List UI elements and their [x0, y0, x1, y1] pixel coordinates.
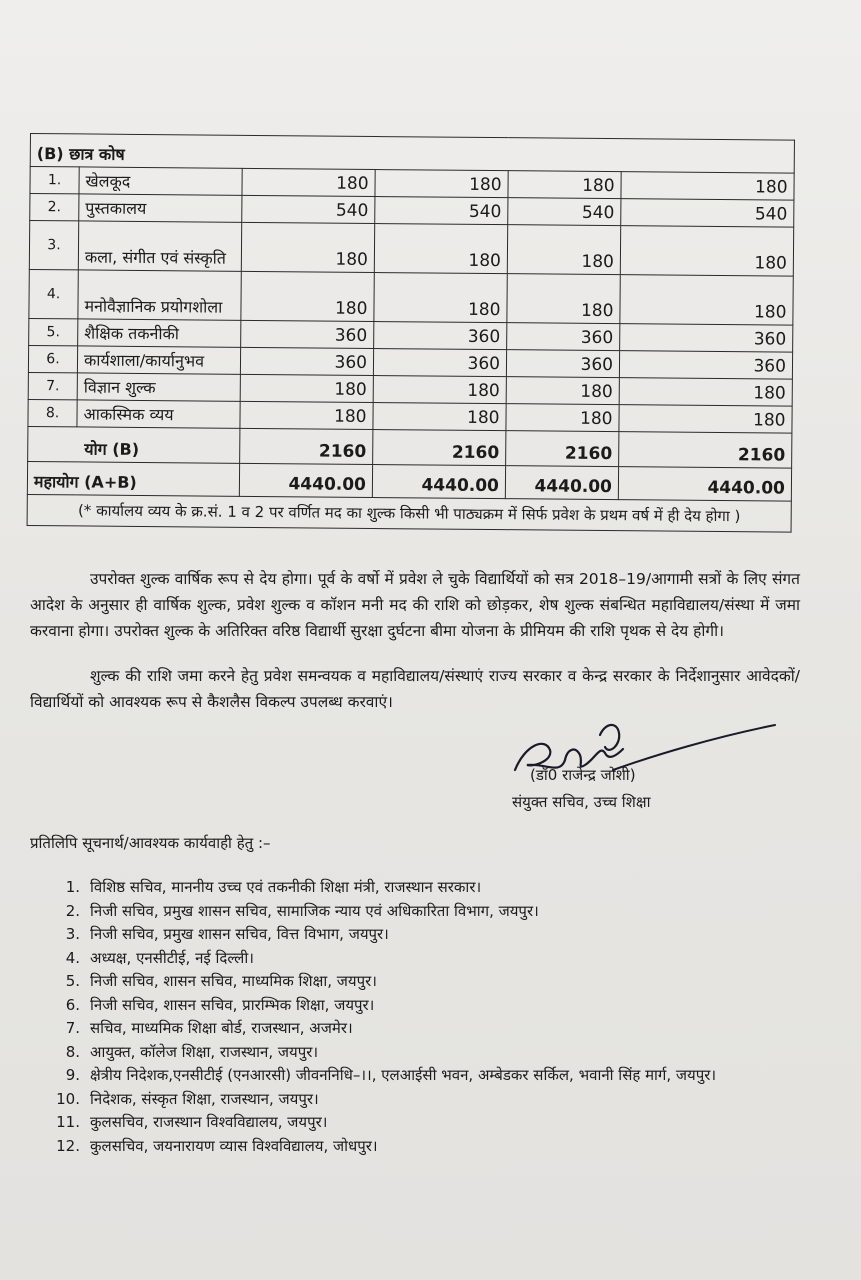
row-value-col4: 540 — [621, 199, 794, 228]
row-label: खेलकूद — [79, 167, 242, 195]
row-value-col4: 180 — [619, 405, 792, 434]
row-value-col4: 180 — [620, 226, 793, 277]
row-value-col4: 360 — [620, 324, 793, 353]
row-value-col3: 360 — [506, 350, 619, 378]
copy-to-item-text: सचिव, माध्यमिक शिक्षा बोर्ड, राजस्थान, अजमेर। — [90, 1019, 353, 1037]
row-serial: 4. — [29, 269, 78, 318]
grand-total-row-value-col3: 4440.00 — [505, 466, 618, 500]
total-b-row-label: योग (B) — [28, 426, 240, 463]
row-serial: 8. — [28, 399, 77, 426]
copy-to-item-number: 3. — [65, 925, 80, 943]
row-serial: 2. — [30, 194, 79, 221]
copy-to-item-number: 8. — [65, 1042, 80, 1061]
copy-to-item-text: विशिष्ठ सचिव, माननीय उच्च एवं तकनीकी शिक्षा मंत्री, राजस्थान सरकार। — [90, 878, 482, 896]
row-value-col4: 360 — [619, 351, 792, 380]
row-value-col4: 180 — [621, 172, 794, 201]
fee-table-section-b — [27, 133, 795, 533]
row-value-col2: 180 — [374, 224, 507, 274]
copy-to-item — [48, 947, 808, 971]
copy-to-item-number: 11. — [56, 1113, 80, 1131]
copy-to-item-number: 1. — [65, 878, 80, 896]
grand-total-row-value-col1: 4440.00 — [239, 463, 372, 497]
row-value-col3: 360 — [507, 323, 620, 351]
copy-to-item — [48, 970, 808, 994]
copy-to-item-text: क्षेत्रीय निदेशक,एनसीटीई (एनआरसी) जीवननिधि–।।, एलआईसी भवन, अम्बेडकर सर्किल, भवानी सिंह मार्ग, जयपुर। — [90, 1066, 717, 1084]
copy-to-item — [48, 900, 808, 924]
total-b-row-value-col4: 2160 — [619, 432, 792, 469]
copy-to-item — [48, 1111, 808, 1135]
row-value-col3: 180 — [507, 274, 620, 324]
copy-to-item — [48, 1064, 808, 1088]
section-b-heading: (B) छात्र कोष — [30, 134, 794, 174]
signatory-name: (डॉ0 राजेन्द्र जोशी) — [530, 766, 636, 784]
copy-to-item-text: कुलसचिव, जयनारायण व्यास विश्वविद्यालय, जोधपुर। — [90, 1136, 378, 1155]
copy-to-item-text: आयुक्त, कॉलेज शिक्षा, राजस्थान, जयपुर। — [90, 1042, 319, 1061]
copy-to-item-text: निदेशक, संस्कृत शिक्षा, राजस्थान, जयपुर। — [90, 1089, 319, 1108]
copy-to-item — [48, 1135, 808, 1159]
copy-to-item-text: निजी सचिव, शासन सचिव, माध्यमिक शिक्षा, जयपुर। — [90, 972, 377, 990]
row-value-col4: 180 — [620, 275, 793, 326]
copy-to-item-number: 2. — [65, 901, 80, 920]
copy-to-item-text: निजी सचिव, प्रमुख शासन सचिव, सामाजिक न्याय एवं अधिकारिता विभाग, जयपुर। — [90, 901, 539, 920]
row-serial: 5. — [29, 318, 78, 345]
copy-to-item-text: निजी सचिव, प्रमुख शासन सचिव, वित्त विभाग, जयपुर। — [90, 925, 389, 943]
row-value-col3: 180 — [506, 404, 619, 432]
row-value-col1: 180 — [241, 271, 374, 321]
grand-total-row-label: महायोग (A+B) — [27, 461, 239, 496]
row-value-col3: 180 — [506, 377, 619, 405]
row-label: विज्ञान शुल्क — [77, 373, 240, 401]
row-label: कार्यशाला/कार्यानुभव — [77, 346, 240, 374]
row-value-col3: 180 — [508, 171, 621, 199]
row-label: शैक्षिक तकनीकी — [78, 319, 241, 347]
copy-to-item-number: 7. — [65, 1019, 80, 1037]
copy-to-item-number: 10. — [56, 1089, 80, 1108]
total-b-row-value-col2: 2160 — [373, 430, 506, 466]
copy-to-item — [48, 876, 808, 900]
row-value-col3: 540 — [508, 198, 621, 226]
row-label: कला, संगीत एवं संस्कृति — [78, 221, 241, 271]
total-b-row-value-col3: 2160 — [506, 431, 619, 467]
row-value-col1: 360 — [240, 347, 373, 375]
row-value-col1: 540 — [242, 195, 375, 223]
fee-payment-paragraph: उपरोक्त शुल्क वार्षिक रूप से देय होगा। पूर्व के वर्षो में प्रवेश ले चुके विद्यार्थियों को सत्र 2018–19/आगामी सत्रों के लिए संगत आदेश के अनुसार ही वार्षिक शुल्क, प्रवेश शुल्क व कॉशन मनी मद की राशि को छोड़कर, शेष शुल्क संबन्धित महाविद्यालय/संस्था में जमा करवाना होगा। उपरोक्त शुल्क के अतिरिक्त वरिष्ठ विद्यार्थी सुरक्षा दुर्घटना बीमा योजना के प्रीमियम की राशि पृथक से देय होगी। — [30, 570, 800, 640]
row-value-col2: 180 — [373, 376, 506, 404]
copy-to-item-text: अध्यक्ष, एनसीटीई, नई दिल्ली। — [90, 948, 254, 967]
copy-to-heading: प्रतिलिपि सूचनार्थ/आवश्यक कार्यवाही हेतु :– — [30, 834, 271, 852]
copy-to-item-number: 12. — [56, 1136, 80, 1155]
copy-to-item-text: निजी सचिव, शासन सचिव, प्रारम्भिक शिक्षा, जयपुर। — [90, 995, 375, 1014]
row-value-col2: 180 — [373, 403, 506, 431]
copy-to-item-number: 4. — [65, 948, 80, 967]
row-serial: 7. — [28, 372, 77, 399]
copy-to-item — [48, 1088, 808, 1112]
row-value-col1: 360 — [241, 320, 374, 348]
cashless-paragraph: शुल्क की राशि जमा करने हेतु प्रवेश समन्वयक व महाविद्यालय/संस्थाएं राज्य सरकार व केन्द्र सरकार के निर्देशानुसार आवेदकों/विद्यार्थियों को आवश्यक रूप से कैशलैस विकल्प उपलब्ध करवाएं। — [30, 667, 800, 711]
row-value-col1: 180 — [240, 401, 373, 429]
note-row — [27, 494, 791, 532]
fee-row — [29, 269, 793, 325]
row-value-col2: 540 — [375, 197, 508, 225]
copy-to-list — [48, 876, 808, 1158]
total-b-row-value-col1: 2160 — [240, 428, 373, 464]
row-value-col2: 180 — [374, 273, 507, 323]
copy-to-item-number: 5. — [65, 972, 80, 990]
row-serial: 3. — [29, 221, 78, 270]
copy-to-item-number: 6. — [65, 995, 80, 1014]
copy-to-item — [48, 994, 808, 1018]
row-value-col2: 360 — [374, 322, 507, 350]
copy-to-item — [48, 1017, 808, 1041]
fee-note: (* कार्यालय व्यय के क्र.सं. 1 व 2 पर वर्णित मद का शुल्क किसी भी पाठ्यक्रम में सिर्फ प्रवेश के प्रथम वर्ष में ही देय होगा ) — [27, 494, 791, 532]
fee-row — [29, 221, 793, 277]
row-serial: 1. — [30, 167, 79, 194]
row-value-col2: 360 — [373, 349, 506, 377]
row-value-col3: 180 — [507, 225, 620, 275]
row-label: आकस्मिक व्यय — [77, 400, 240, 428]
copy-to-item-number: 9. — [65, 1066, 80, 1084]
row-serial: 6. — [28, 345, 77, 372]
grand-total-row-value-col4: 4440.00 — [618, 467, 791, 502]
row-value-col1: 180 — [242, 168, 375, 196]
row-value-col4: 180 — [619, 378, 792, 407]
copy-to-item — [48, 1041, 808, 1065]
row-label: पुस्तकालय — [79, 194, 242, 222]
copy-to-item-text: कुलसचिव, राजस्थान विश्वविद्यालय, जयपुर। — [90, 1113, 328, 1131]
row-value-col1: 180 — [240, 374, 373, 402]
copy-to-item — [48, 923, 808, 947]
row-value-col1: 180 — [241, 222, 374, 272]
grand-total-row-value-col2: 4440.00 — [372, 465, 505, 499]
row-value-col2: 180 — [375, 170, 508, 198]
row-label: मनोवैज्ञानिक प्रयोगशोला — [78, 270, 241, 320]
signatory-designation: संयुक्त सचिव, उच्च शिक्षा — [512, 793, 651, 811]
